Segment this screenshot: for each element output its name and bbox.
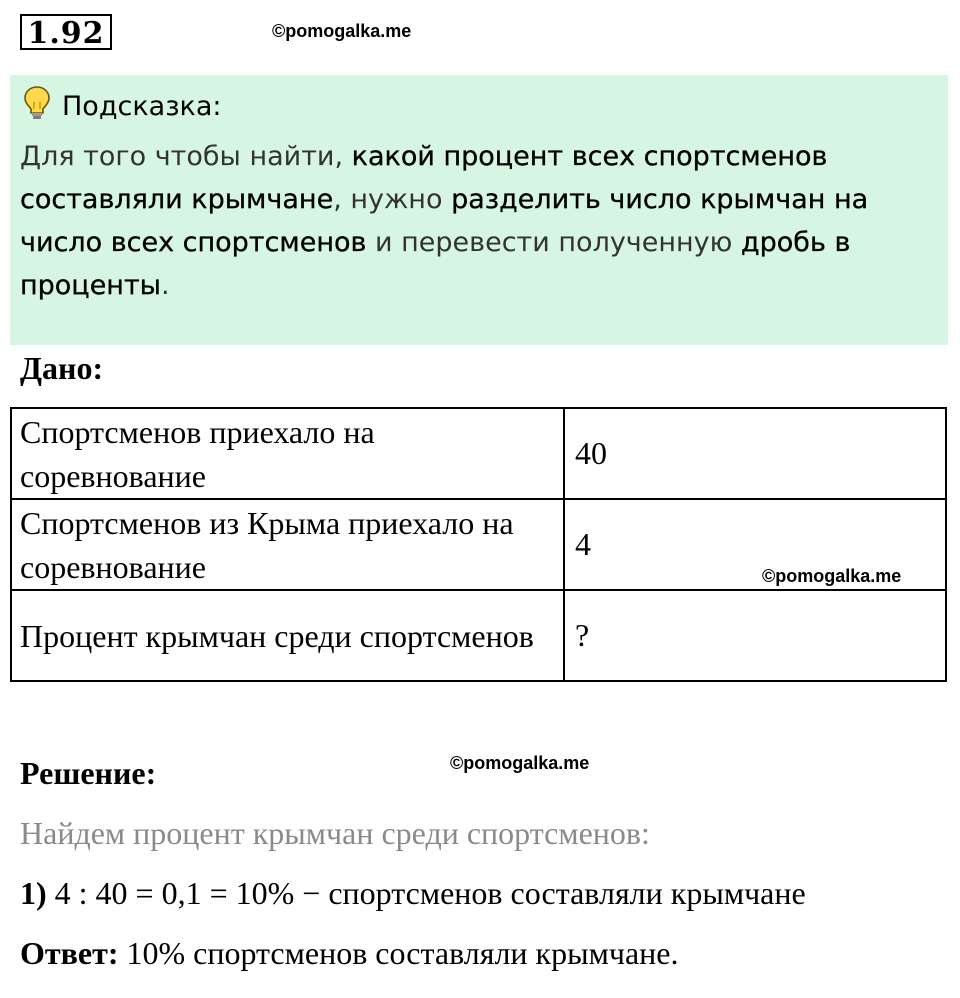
answer-line (20, 935, 678, 972)
watermark-table: ©pomogalka.me (762, 566, 902, 586)
watermark-top: ©pomogalka.me (272, 21, 412, 41)
given-label: Спортсменов из Крыма приехало на соревнование (11, 499, 564, 590)
given-value: 4 (564, 499, 946, 590)
lightbulb-icon (22, 85, 52, 128)
answer-label: Ответ: (20, 935, 119, 971)
hint-text-part: и перевести полученную (366, 227, 741, 258)
hint-text-part-bold: какой процент всех спортсменов составляли крымчане (20, 141, 828, 215)
solution-step (20, 875, 806, 912)
given-label: Спортсменов приехало на соревнование (11, 408, 564, 499)
hint-text-part-bold: разделить число крымчан на число всех спортсменов (20, 184, 869, 258)
hint-text (20, 135, 930, 307)
solution-heading: Решение: (20, 755, 157, 791)
given-value: ? (564, 590, 946, 681)
given-label: Процент крымчан среди спортсменов (11, 590, 564, 681)
given-value: 40 (564, 408, 946, 499)
given-table (10, 407, 947, 682)
answer-text: 10% спортсменов составляли крымчане. (126, 935, 679, 971)
table-row (11, 590, 946, 681)
hint-text-part: Для того чтобы найти, (20, 141, 352, 172)
step-number: 1) (20, 875, 47, 911)
hint-text-part: , нужно (333, 184, 452, 215)
given-heading: Дано: (20, 350, 104, 386)
solution-intro: Найдем процент крымчан среди спортсменов: (20, 815, 650, 851)
hint-title-text: Подсказка: (62, 91, 222, 122)
table-row (11, 408, 946, 499)
step-text: 4 : 40 = 0,1 = 10% − спортсменов составляли крымчане (54, 875, 806, 911)
hint-text-part-bold: дробь в проценты (20, 227, 851, 301)
hint-text-part: . (161, 270, 170, 301)
watermark-solution: ©pomogalka.me (450, 753, 590, 773)
problem-number: 1.92 (20, 14, 112, 50)
hint-title (22, 85, 222, 128)
